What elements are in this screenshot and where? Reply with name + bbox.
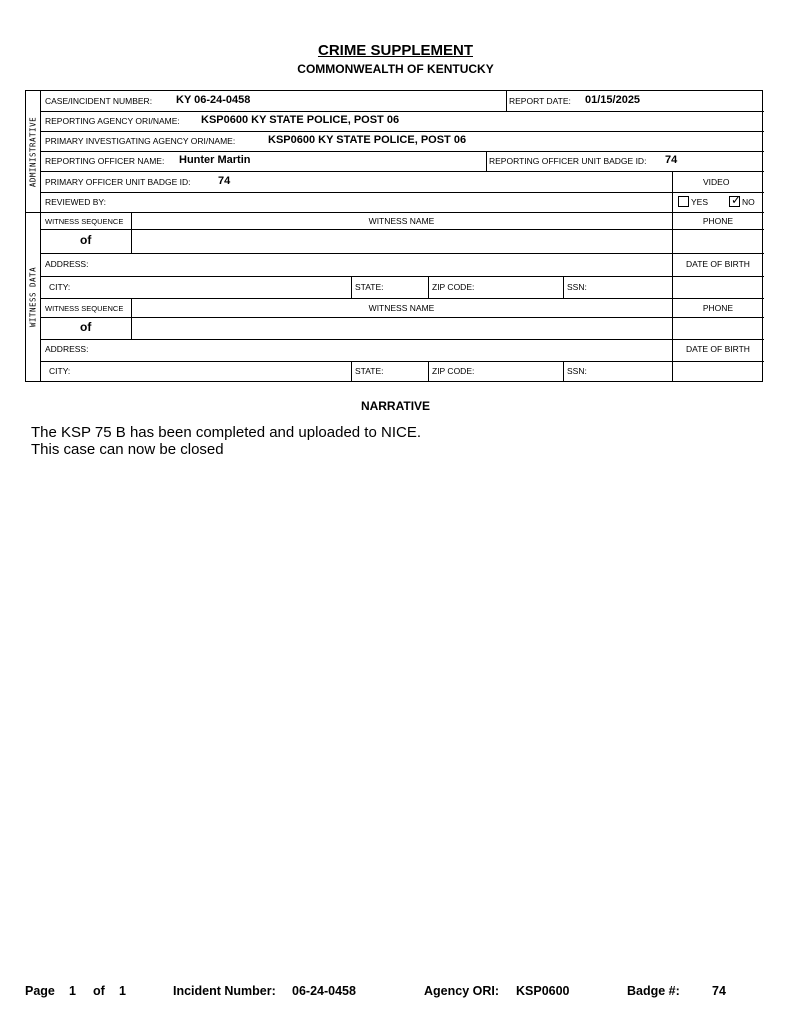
report-date-label: REPORT DATE: xyxy=(509,96,571,106)
witness-1-name-label: WITNESS NAME xyxy=(368,216,435,226)
primary-agency-value: KSP0600 KY STATE POLICE, POST 06 xyxy=(268,134,467,146)
officer-name-label: REPORTING OFFICER NAME: xyxy=(45,156,165,166)
witness-1-sequence-label: WITNESS SEQUENCE xyxy=(45,217,124,226)
reviewed-by-label: REVIEWED BY: xyxy=(45,197,106,207)
reporting-agency-label: REPORTING AGENCY ORI/NAME: xyxy=(45,116,180,126)
video-label: VIDEO xyxy=(703,177,730,187)
administrative-section-tab xyxy=(26,91,41,213)
witness-1-address-label: ADDRESS: xyxy=(45,259,89,269)
witness-1-dob-label: DATE OF BIRTH xyxy=(686,259,750,269)
witness-section-tab xyxy=(26,213,41,381)
witness-1-state-label: STATE: xyxy=(355,282,384,292)
officer-badge-label: REPORTING OFFICER UNIT BADGE ID: xyxy=(489,156,647,166)
witness-1-ssn-label: SSN: xyxy=(567,282,587,292)
video-no-label: NO xyxy=(742,197,755,207)
footer-agency-label: Agency ORI: xyxy=(424,984,500,998)
witness-2-of-text: of xyxy=(80,320,92,334)
case-number-label: CASE/INCIDENT NUMBER: xyxy=(45,96,153,106)
reporting-agency-value: KSP0600 KY STATE POLICE, POST 06 xyxy=(201,114,400,126)
crime-supplement-form xyxy=(25,90,763,382)
witness-2-name-label: WITNESS NAME xyxy=(368,303,435,313)
primary-agency-label: PRIMARY INVESTIGATING AGENCY ORI/NAME: xyxy=(45,136,236,146)
witness-2-address-label: ADDRESS: xyxy=(45,344,89,354)
witness-2-sequence-label: WITNESS SEQUENCE xyxy=(45,304,124,313)
witness-2-city-label: CITY: xyxy=(49,366,71,376)
footer-badge-value: 74 xyxy=(712,984,726,998)
footer-page-total: 1 xyxy=(119,984,126,998)
officer-name-value: Hunter Martin xyxy=(179,154,251,166)
footer-incident-label: Incident Number: xyxy=(173,984,276,998)
witness-2-phone-label: PHONE xyxy=(702,303,734,313)
narrative-line: This case can now be closed xyxy=(31,441,224,458)
checkmark-icon: ✓ xyxy=(731,193,742,207)
witness-2-dob-label: DATE OF BIRTH xyxy=(686,344,750,354)
video-no-checkbox[interactable] xyxy=(729,193,742,207)
witness-1-city-label: CITY: xyxy=(49,282,71,292)
footer-badge-label: Badge #: xyxy=(627,984,680,998)
witness-1-of-text: of xyxy=(80,233,92,247)
administrative-section-label: ADMINISTRATIVE xyxy=(28,116,38,188)
video-yes-label: YES xyxy=(691,197,709,207)
footer-incident-value: 06-24-0458 xyxy=(292,984,356,998)
footer-of-label: of xyxy=(93,984,105,998)
footer-agency-value: KSP0600 xyxy=(516,984,570,998)
witness-2-ssn-label: SSN: xyxy=(567,366,587,376)
primary-badge-value: 74 xyxy=(218,175,231,187)
witness-2-zip-label: ZIP CODE: xyxy=(432,366,475,376)
footer-page-label: Page xyxy=(25,984,55,998)
witness-1-phone-label: PHONE xyxy=(702,216,734,226)
primary-badge-label: PRIMARY OFFICER UNIT BADGE ID: xyxy=(45,177,191,187)
witness-1-zip-label: ZIP CODE: xyxy=(432,282,475,292)
form-subtitle: COMMONWEALTH OF KENTUCKY xyxy=(297,62,494,76)
case-number-value: KY 06-24-0458 xyxy=(176,94,251,106)
form-title: CRIME SUPPLEMENT xyxy=(317,42,473,59)
witness-section-label: WITNESS DATA xyxy=(28,266,38,328)
video-yes-checkbox[interactable] xyxy=(678,196,689,207)
narrative-title: NARRATIVE xyxy=(360,399,431,413)
officer-badge-value: 74 xyxy=(665,154,678,166)
narrative-text xyxy=(31,424,421,458)
narrative-line: The KSP 75 B has been completed and uploaded to NICE. xyxy=(31,424,421,441)
witness-2-state-label: STATE: xyxy=(355,366,384,376)
footer-page-number: 1 xyxy=(69,984,76,998)
report-date-value: 01/15/2025 xyxy=(585,94,641,106)
